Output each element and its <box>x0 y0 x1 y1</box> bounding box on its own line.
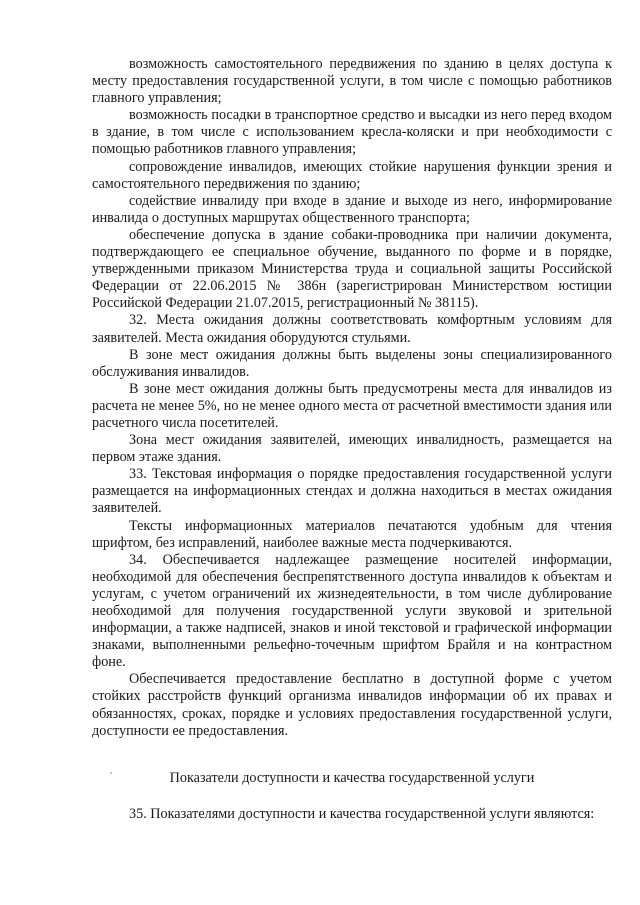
paragraph-disabled-seats: В зоне мест ожидания должны быть предусмотрены места для инвалидов из расчета не менее 5%, но не менее одного места от расчетной вместимости здания или расчетного числа посетителей. <box>92 380 612 431</box>
paragraph-guide-dog: обеспечение допуска в здание собаки-проводника при наличии документа, подтверждающего ее специальное обучение, выданного по форме и в порядке, утвержденными приказом Министерства труда и социальной защиты Российской Федерации от 22.06.2015 № 386н (зарегистрирован Министерством юстиции Российской Федерации 21.07.2015, регистрационный № 38115). <box>92 226 612 312</box>
paragraph-free-info: Обеспечивается предоставление бесплатно в доступной форме с учетом стойких расстройств функций организма инвалидов информации об их правах и обязанностях, сроках, порядке и условиях предоставления государственной услуги, доступности ее предоставления. <box>92 671 612 739</box>
document-body <box>92 56 612 740</box>
paragraph-entry-assistance: содействие инвалиду при входе в здание и выходе из него, информирование инвалида о доступных маршрутах общественного транспорта; <box>92 192 612 226</box>
paragraph-34-info-carriers: 34. Обеспечивается надлежащее размещение носителей информации, необходимой для обеспечения беспрепятственного доступа инвалидов к объектам и услугам, с учетом ограничений их жизнедеятельности, в том числе дублирование необходимой для получения государственной услуги звуковой и зрительной информации, а также надписей, знаков и иной текстовой и графической информации знаками, выполненными рельефно-точечным шрифтом Брайля и на контрастном фоне. <box>92 551 612 671</box>
paragraph-33-text-info: 33. Текстовая информация о порядке предоставления государственной услуги размещается на информационных стендах и должна находиться в местах ожидания заявителей. <box>92 466 612 517</box>
paragraph-vehicle-boarding: возможность посадки в транспортное средство и высадки из него перед входом в здание, в том числе с использованием кресла-коляски и при необходимости с помощью работников главного управления; <box>92 107 612 158</box>
paragraph-special-service-zones: В зоне мест ожидания должны быть выделены зоны специализированного обслуживания инвалидов. <box>92 346 612 380</box>
paragraph-32-waiting-areas: 32. Места ожидания должны соответствовать комфортным условиям для заявителей. Места ожидания оборудуются стульями. <box>92 312 612 346</box>
paragraph-vision-escort: сопровождение инвалидов, имеющих стойкие нарушения функции зрения и самостоятельного передвижения по зданию; <box>92 158 612 192</box>
paragraph-readable-font: Тексты информационных материалов печатаются удобным для чтения шрифтом, без исправлений, наиболее важные места подчеркиваются. <box>92 517 612 551</box>
paragraph-35-indicators: 35. Показателями доступности и качества государственной услуги являются: <box>129 806 595 822</box>
paragraph-movement-access: возможность самостоятельного передвижения по зданию в целях доступа к месту предоставления государственной услуги, в том числе с помощью работников главного управления; <box>92 56 612 107</box>
section-heading: Показатели доступности и качества государственной услуги <box>169 770 535 786</box>
paragraph-first-floor: Зона мест ожидания заявителей, имеющих инвалидность, размещается на первом этаже здания. <box>92 432 612 466</box>
